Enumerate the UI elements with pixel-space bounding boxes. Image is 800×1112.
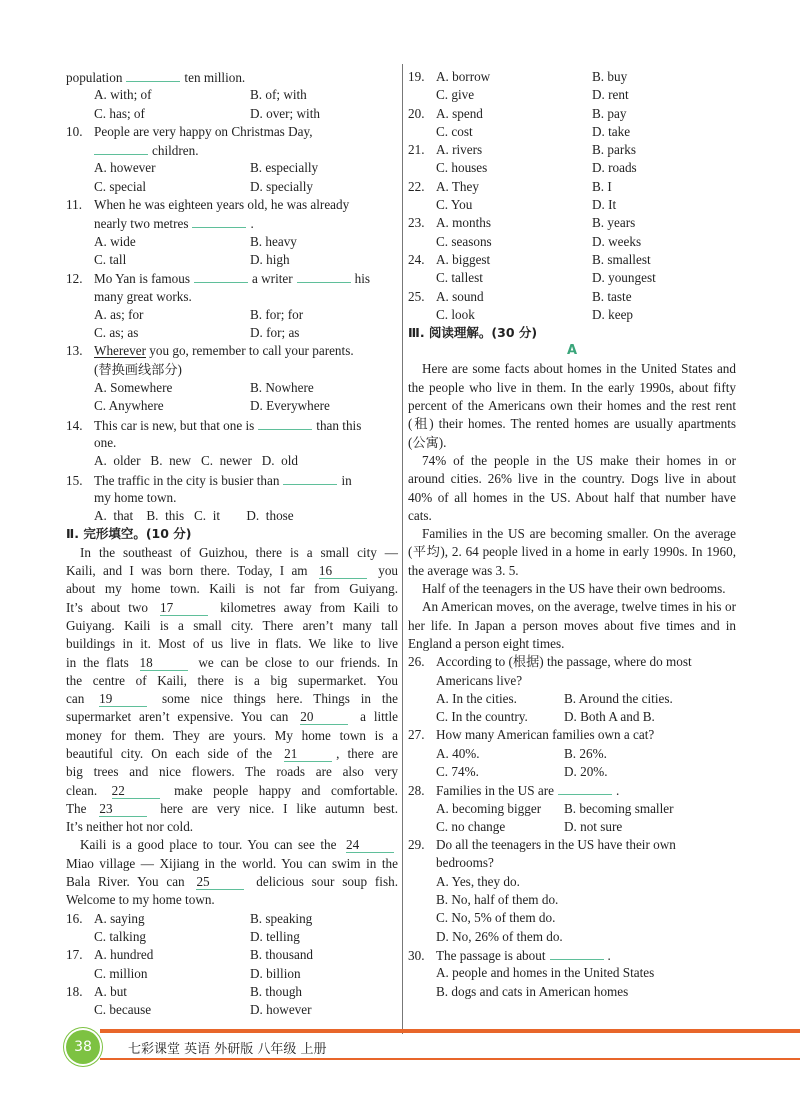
q10-stem: 10. People are very happy on Christmas Day, — [66, 123, 313, 139]
option[interactable]: D. not sure — [564, 818, 623, 834]
option[interactable]: B. thousand — [250, 947, 314, 963]
numbered-blank[interactable]: 25 — [196, 875, 244, 890]
passage-text: The — [66, 800, 96, 816]
footer-underline — [100, 1058, 800, 1060]
numbered-blank[interactable]: 16 — [319, 564, 367, 579]
option[interactable]: D. take — [592, 123, 631, 139]
question-number: 20. — [408, 105, 425, 121]
option-row — [408, 251, 736, 269]
question-number: 17. — [66, 947, 83, 963]
option[interactable]: C. No, 5% of them do. — [436, 910, 556, 926]
passage-line — [66, 891, 398, 909]
q11-stem-cont: nearly two metres . — [94, 216, 254, 232]
option[interactable]: B. No, half of them do. — [436, 892, 559, 908]
passage-text: buildings in it. Most of us live in flats. We like to live — [66, 636, 398, 652]
passage-text: in the flats — [66, 654, 136, 670]
q13-options-ab: A. Somewhere B. Nowhere — [94, 380, 314, 396]
option[interactable]: A. sound — [436, 288, 484, 304]
q15-stem: 15. The traffic in the city is busier than in — [66, 472, 352, 488]
option[interactable]: B. smallest — [592, 251, 651, 267]
passage-text: kilometres away from Kaili to — [212, 599, 398, 615]
numbered-blank[interactable]: 18 — [140, 656, 188, 671]
question-number: 27. — [408, 727, 425, 743]
question-number: 28. — [408, 783, 425, 799]
question-text: Do all the teenagers in the US have their own — [436, 837, 676, 853]
question-text: . — [615, 783, 620, 799]
option-row — [408, 105, 736, 123]
q15-options[interactable]: A. that B. this C. it D. those — [94, 508, 294, 524]
q13-options-cd: C. Anywhere D. Everywhere — [94, 398, 330, 414]
q9-stem-cont: population ten million. — [66, 70, 246, 85]
option[interactable]: B. 26%. — [564, 745, 607, 761]
question-number: 30. — [408, 947, 425, 963]
passage-label: A — [566, 343, 578, 359]
question-number: 25. — [408, 288, 425, 304]
option-row — [66, 1001, 398, 1019]
option-row — [408, 141, 736, 159]
q13-stem: 13. Wherever you go, remember to call your parents. — [66, 343, 354, 359]
option[interactable]: A. They — [436, 178, 479, 194]
option[interactable]: D. however — [250, 1002, 312, 1018]
option[interactable]: C. look — [436, 306, 475, 322]
option[interactable]: B. though — [250, 983, 303, 999]
q12-options-cd: C. as; as D. for; as — [94, 325, 300, 341]
option[interactable]: D. youngest — [592, 270, 656, 286]
question-text: The passage is about — [436, 947, 546, 963]
question-stem — [408, 836, 736, 854]
option[interactable]: C. million — [94, 965, 148, 981]
passage-text: we can be close to our friends. In — [191, 654, 398, 670]
question-number: 16. — [66, 910, 83, 926]
q14-stem-cont: one. — [94, 434, 117, 450]
passage-text: money for them. They are yours. My home town is a — [66, 727, 398, 743]
question-text: According to (根据) the passage, where do most — [436, 654, 692, 670]
option-row — [408, 86, 736, 104]
option[interactable]: A. Yes, they do. — [436, 873, 520, 889]
answer-blank[interactable] — [558, 781, 612, 795]
option[interactable]: C. You — [436, 197, 473, 213]
question-text: Americans live? — [436, 672, 523, 688]
option-row — [66, 910, 398, 928]
q13-stem-cont: (替换画线部分) — [94, 361, 182, 377]
option[interactable]: C. seasons — [436, 233, 492, 249]
passage-line — [66, 800, 398, 818]
passage-line — [66, 654, 398, 672]
question-stem — [408, 653, 736, 671]
option-row — [408, 159, 736, 177]
option-row — [408, 708, 736, 726]
passage-line — [66, 562, 398, 580]
question-number: 19. — [408, 69, 425, 84]
right-column — [408, 68, 736, 1001]
option[interactable]: B. dogs and cats in American homes — [436, 983, 629, 999]
passage-text: clean. — [66, 782, 108, 798]
passage-text: make people happy and comfortable. — [163, 782, 398, 798]
reading-passage — [408, 360, 736, 653]
question-stem — [408, 781, 736, 799]
passage-line — [66, 635, 398, 653]
option-row — [408, 763, 736, 781]
passage-text: the centre of Kaili, there is a big supermarket. You — [66, 672, 398, 688]
option[interactable]: B. becoming smaller — [564, 800, 674, 816]
option[interactable]: C. no change — [436, 818, 506, 834]
book-title: 七彩课堂 英语 外研版 八年级 上册 — [128, 1042, 327, 1057]
option[interactable]: A. biggest — [436, 251, 491, 267]
passage-text: , there are — [336, 745, 398, 761]
option[interactable]: B. Around the cities. — [564, 690, 673, 706]
passage-line — [66, 580, 398, 598]
paragraph: An American moves, on the average, twelve times in his or her life. In Japan a person moves about five times and in England a person eight times. — [408, 599, 736, 651]
paragraph: Here are some facts about homes in the United States and the people who live in them. In the early 1990s, about fifty percent of the Americans own their homes and the rest rent (租) their homes. The rented homes are usually apartments (公寓). — [408, 361, 736, 450]
passage-text: Miao village — Xijiang in the world. You can swim in the — [66, 855, 398, 871]
option[interactable]: D. 20%. — [564, 763, 608, 779]
question-stem — [408, 672, 736, 690]
option-row — [408, 178, 736, 196]
q12-stem-cont: many great works. — [94, 288, 192, 304]
passage-text: big trees and nice flowers. The roads are also very — [66, 764, 398, 780]
paragraph: Half of the teenagers in the US have their own bedrooms. — [422, 581, 726, 597]
question-number: 23. — [408, 215, 425, 231]
option-row — [408, 269, 736, 287]
option[interactable]: A. spend — [436, 105, 483, 121]
passage-line — [66, 836, 398, 854]
option[interactable]: A. months — [436, 215, 491, 231]
option[interactable]: C. 74%. — [436, 763, 479, 779]
option-row — [408, 214, 736, 232]
passage-text: In the southeast of Guizhou, there is a small city — — [80, 544, 398, 560]
option-row — [66, 983, 398, 1001]
option[interactable]: D. No, 26% of them do. — [436, 928, 563, 944]
passage-text: Guiyang. Kaili is a small city. There aren’t many tall — [66, 617, 398, 633]
passage-text: some nice things here. Things in the — [151, 691, 398, 707]
left-column — [66, 68, 398, 1019]
answer-blank[interactable] — [258, 416, 312, 430]
passage-line — [66, 672, 398, 690]
option[interactable]: A. rivers — [436, 142, 483, 158]
passage-line — [66, 708, 398, 726]
q11-options-cd: C. tall D. high — [94, 251, 290, 267]
option[interactable]: D. keep — [592, 306, 634, 322]
passage-line — [66, 763, 398, 781]
cloze-passage — [66, 544, 398, 910]
q14-options[interactable]: A. older B. new C. newer D. old — [94, 453, 299, 469]
option[interactable]: B. parks — [592, 142, 636, 158]
question-stem — [408, 726, 736, 744]
numbered-blank[interactable]: 17 — [160, 601, 208, 616]
option-row — [408, 233, 736, 251]
passage-line — [66, 599, 398, 617]
option[interactable]: C. cost — [436, 123, 473, 139]
passage-line — [66, 873, 398, 891]
passage-line — [66, 544, 398, 562]
paragraph: Families in the US are becoming smaller. On the average (平均), 2. 64 people lived in a home in early 1990s. In 1960, the average was 3. 5. — [408, 526, 736, 578]
q12-options-ab: A. as; for B. for; for — [94, 306, 304, 322]
passage-text: supermarket aren’t expensive. You can — [66, 709, 297, 725]
passage-text: It’s neither hot nor cold. — [66, 819, 194, 835]
option-row — [408, 306, 736, 324]
q10-stem-cont: children. — [66, 141, 398, 159]
passage-line — [66, 745, 398, 763]
answer-blank[interactable] — [297, 269, 351, 283]
option[interactable]: B. taste — [592, 288, 632, 304]
option[interactable]: A. becoming bigger — [436, 800, 542, 816]
option[interactable]: D. billion — [250, 965, 301, 981]
passage-text: you — [370, 563, 399, 579]
passage-line — [66, 727, 398, 745]
passage-line — [66, 818, 398, 836]
q10-options-ab: A. however B. especially — [94, 160, 319, 176]
cloze-options-right — [408, 68, 736, 324]
answer-blank[interactable] — [126, 68, 180, 82]
question-stem — [408, 854, 736, 872]
q9-options-cd: C. has; of D. over; with — [94, 105, 320, 121]
option-row — [66, 965, 398, 983]
q14-stem: 14. This car is new, but that one is than this — [66, 417, 362, 433]
passage-line — [66, 855, 398, 873]
q9-options-ab: A. with; of B. of; with — [94, 87, 307, 103]
option[interactable]: A. In the cities. — [436, 690, 517, 706]
answer-blank[interactable] — [94, 141, 148, 155]
option-row — [408, 123, 736, 141]
question-text: How many American families own a cat? — [436, 727, 655, 743]
numbered-blank[interactable]: 22 — [112, 784, 160, 799]
cloze-options-left — [66, 910, 398, 1020]
numbered-blank[interactable]: 23 — [99, 802, 147, 817]
q11-stem: 11. When he was eighteen years old, he was already — [66, 197, 350, 213]
option[interactable]: B. buy — [592, 69, 628, 84]
passage-text: Welcome to my home town. — [66, 892, 215, 908]
passage-text: delicious sour soup fish. — [248, 874, 398, 890]
question-text: . — [607, 947, 611, 963]
option[interactable]: A. 40%. — [436, 745, 480, 761]
section-3-title: Ⅲ. 阅读理解。(30 分) — [408, 325, 538, 341]
passage-text: a little — [352, 709, 398, 725]
option-row — [408, 690, 736, 708]
option-row — [408, 800, 736, 818]
passage-text: can — [66, 691, 96, 707]
option-row — [66, 946, 398, 964]
question-text: Families in the US are — [436, 783, 554, 799]
option[interactable]: A. people and homes in the United States — [436, 965, 655, 981]
column-divider — [402, 64, 403, 1034]
reading-questions — [408, 653, 736, 1001]
passage-text: beautiful city. On each side of the — [66, 745, 281, 761]
question-stem — [408, 946, 736, 964]
option[interactable]: C. because — [94, 1002, 152, 1018]
option[interactable]: B. speaking — [250, 910, 313, 926]
answer-blank[interactable] — [283, 471, 337, 485]
option[interactable]: D. weeks — [592, 233, 642, 249]
numbered-blank[interactable]: 19 — [99, 692, 147, 707]
section-2-title: Ⅱ. 完形填空。(10 分) — [66, 526, 192, 542]
question-number: 26. — [408, 654, 425, 670]
option[interactable]: A. hundred — [94, 947, 154, 963]
passage-line — [66, 617, 398, 635]
answer-blank[interactable] — [192, 214, 246, 228]
q11-options-ab: A. wide B. heavy — [94, 233, 297, 249]
question-number: 24. — [408, 251, 425, 267]
option-row — [408, 288, 736, 306]
option-row — [408, 745, 736, 763]
paragraph: 74% of the people in the US make their homes in or around cities. 26% live in the country. Dogs live in about 40% of all homes in the US. About half that number have cats. — [408, 452, 736, 523]
option[interactable]: B. years — [592, 215, 636, 231]
option[interactable]: A. but — [94, 983, 127, 999]
option[interactable]: A. saying — [94, 910, 145, 926]
option[interactable]: A. borrow — [436, 69, 491, 84]
passage-line — [66, 782, 398, 800]
passage-text: about my home town. Kaili is not far from Guiyang. — [66, 581, 398, 597]
answer-blank[interactable] — [550, 946, 604, 960]
question-number: 22. — [408, 178, 425, 194]
numbered-blank[interactable]: 24 — [346, 838, 394, 853]
numbered-blank[interactable]: 21 — [284, 747, 332, 762]
page-number: 38 — [66, 1030, 100, 1064]
option-row — [66, 928, 398, 946]
passage-line — [66, 690, 398, 708]
option[interactable]: C. houses — [436, 160, 488, 176]
footer-bar — [100, 1029, 800, 1033]
option[interactable]: C. give — [436, 87, 475, 103]
option-row — [408, 68, 736, 86]
option[interactable]: B. pay — [592, 105, 627, 121]
option[interactable]: B. I — [592, 178, 612, 194]
option[interactable]: D. telling — [250, 928, 300, 944]
option-row — [408, 818, 736, 836]
passage-text: Bala River. You can — [66, 874, 193, 890]
question-number: 21. — [408, 142, 425, 158]
option-row — [408, 196, 736, 214]
passage-text: here are very nice. I like autumn best. — [151, 800, 398, 816]
option[interactable]: D. rent — [592, 87, 629, 103]
numbered-blank[interactable]: 20 — [300, 710, 348, 725]
passage-text: Kaili is a good place to tour. You can see the — [80, 837, 342, 853]
option[interactable]: C. talking — [94, 928, 147, 944]
passage-text: Kaili, and I was born there. Today, I am — [66, 563, 315, 579]
q15-stem-cont: my home town. — [94, 489, 177, 505]
option[interactable]: C. In the country. — [436, 709, 528, 725]
question-number: 29. — [408, 837, 425, 853]
question-text: bedrooms? — [436, 855, 494, 871]
q12-stem: 12. Mo Yan is famous a writer his — [66, 271, 371, 287]
option[interactable]: D. Both A and B. — [564, 709, 655, 725]
option[interactable]: D. It — [592, 197, 617, 213]
option[interactable]: C. tallest — [436, 270, 483, 286]
question-number: 18. — [66, 983, 83, 999]
q10-options-cd: C. special D. specially — [94, 178, 313, 194]
passage-text: It’s about two — [66, 599, 157, 615]
answer-blank[interactable] — [194, 269, 248, 283]
option[interactable]: D. roads — [592, 160, 637, 176]
